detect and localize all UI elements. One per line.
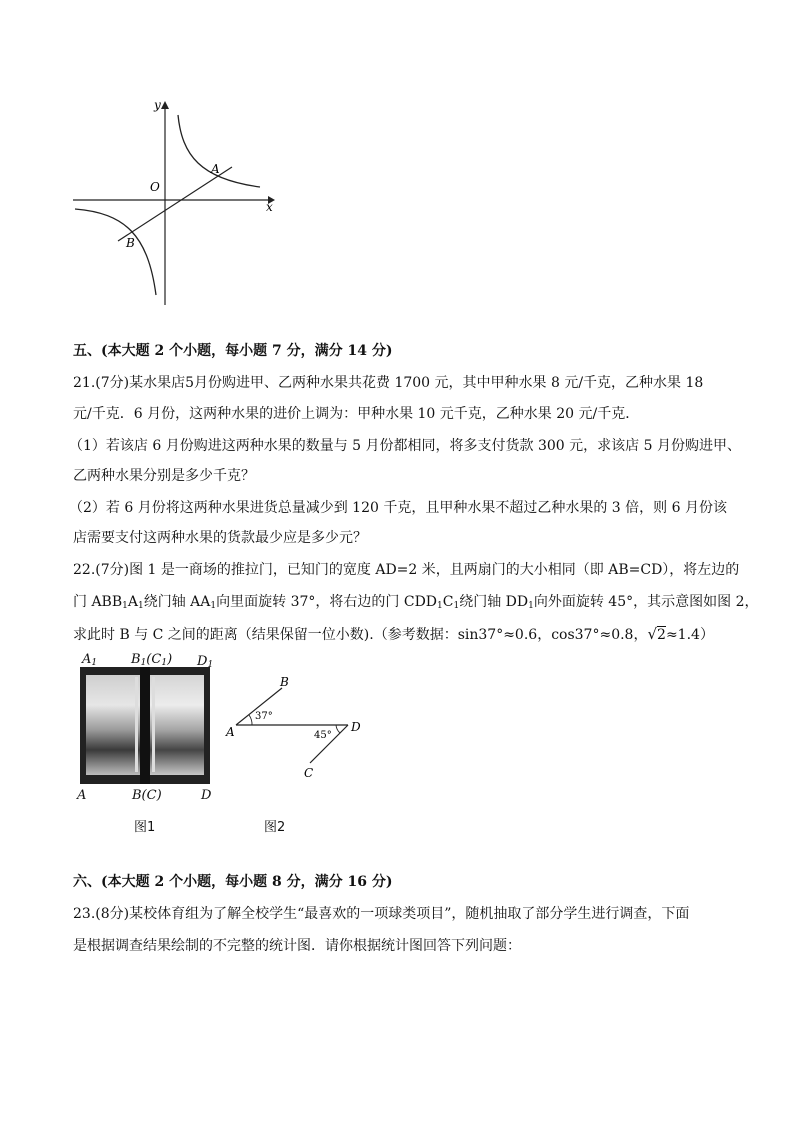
point-b-label: B bbox=[126, 236, 135, 250]
q23-line-1: 23.(8分)某校体育组为了解全校学生“最喜欢的一项球类项目”，随机抽取了部分学生进行调查，下面 bbox=[73, 906, 690, 922]
fig2-label-c: C bbox=[304, 766, 314, 780]
fig1-label-a1 bbox=[82, 652, 97, 668]
fig1-caption: 图1 bbox=[134, 820, 156, 835]
door-photo-center-frame bbox=[140, 667, 150, 784]
origin-label: O bbox=[150, 180, 160, 194]
section-5-heading: 五、(本大题 2 个小题，每小题 7 分，满分 14 分) bbox=[73, 343, 393, 359]
q22-text: 向外面旋转 45°，其示意图如图 2， bbox=[533, 594, 759, 610]
door-photo-handle bbox=[135, 677, 138, 772]
door-photo-handle bbox=[152, 677, 155, 772]
fig2-label-b: B bbox=[280, 675, 289, 689]
linear-function-line bbox=[118, 167, 232, 241]
q22-text: 求此时 B 与 C 之间的距离（结果保留一位小数).（参考数据：sin37°≈0.6，cos37°≈0.8， bbox=[73, 627, 648, 643]
angle-arc-45 bbox=[336, 725, 340, 733]
sqrt-radicand: 2 bbox=[657, 627, 666, 643]
sqrt-symbol: √ bbox=[647, 625, 658, 643]
q22-text: C bbox=[442, 594, 454, 610]
hyperbola-branch-upper bbox=[178, 115, 260, 187]
door-schematic bbox=[222, 670, 372, 785]
fig1-label-b1c1 bbox=[131, 652, 172, 668]
q22-line-2 bbox=[73, 592, 759, 616]
q21-part1-line-2: 乙两种水果分别是多少千克？ bbox=[73, 468, 255, 484]
q22-line-1: 22.(7分)图 1 是一商场的推拉门，已知门的宽度 AD=2 米，且两扇门的大小相同（即 AB=CD），将左边的 bbox=[73, 562, 740, 578]
fig1-label-d: D bbox=[201, 788, 212, 803]
fig1-label-bc: B(C) bbox=[132, 788, 162, 803]
section-6-heading: 六、(本大题 2 个小题，每小题 8 分，满分 16 分) bbox=[73, 874, 393, 890]
q22-text: 绕门轴 DD bbox=[459, 594, 529, 610]
fig1-subscript: 1 bbox=[140, 658, 147, 668]
q21-line-1: 21.(7分)某水果店5月份购进甲、乙两种水果共花费 1700 元，其中甲种水果 8 元/千克，乙种水果 18 bbox=[73, 375, 704, 391]
q22-subscript: 1 bbox=[528, 601, 534, 611]
fig1-label-b1-text: B bbox=[131, 652, 141, 667]
q22-subscript: 1 bbox=[210, 601, 217, 611]
fig2-angle-45-label: 45° bbox=[314, 730, 332, 741]
q21-line-2: 元/千克．6 月份，这两种水果的进价上调为：甲种水果 10 元千克，乙种水果 20 元/千克． bbox=[73, 406, 640, 422]
q22-subscript: 1 bbox=[138, 601, 144, 611]
q22-text: A bbox=[127, 594, 138, 610]
door-photo bbox=[80, 667, 210, 784]
point-a-label: A bbox=[211, 162, 220, 176]
fig1-subscript: 1 bbox=[161, 658, 168, 668]
fig2-label-a: A bbox=[226, 725, 235, 739]
door-photo-left-pane bbox=[86, 675, 140, 775]
fig1-label-d1-text: D bbox=[197, 654, 208, 669]
q21-part2-line-1: （2）若 6 月份将这两种水果进货总量减少到 120 千克，且甲种水果不超过乙种水果的 3 倍，则 6 月份该 bbox=[69, 500, 727, 516]
fig1-label-a: A bbox=[77, 788, 87, 803]
hyperbola-graph bbox=[70, 95, 280, 310]
q22-text: ≈1.4） bbox=[665, 627, 714, 643]
fig1-label-c1-text: (C bbox=[146, 652, 162, 667]
q22-text: 向里面旋转 37°，将右边的门 CDD bbox=[216, 594, 438, 610]
q22-subscript: 1 bbox=[453, 601, 460, 611]
fig2-label-d: D bbox=[351, 720, 361, 734]
q22-subscript: 1 bbox=[437, 601, 443, 611]
fig2-angle-37-label: 37° bbox=[255, 711, 273, 722]
fig1-label-a1-text: A bbox=[82, 652, 92, 667]
fig2-caption: 图2 bbox=[264, 820, 286, 835]
fig1-label-d1 bbox=[197, 654, 213, 670]
q21-part1-line-1: （1）若该店 6 月份购进这两种水果的数量与 5 月份都相同，将多支付货款 300 元，求该店 5 月份购进甲、 bbox=[69, 438, 741, 454]
y-axis-label: y bbox=[154, 98, 161, 112]
hyperbola-branch-lower bbox=[75, 209, 156, 295]
fig1-subscript: 1 bbox=[91, 658, 98, 668]
door-photo-right-pane bbox=[150, 675, 204, 775]
q22-line-3 bbox=[73, 624, 733, 645]
q22-text: 门 ABB bbox=[73, 594, 123, 610]
angle-arc-37 bbox=[249, 715, 252, 725]
fig1-paren-close: ) bbox=[167, 652, 173, 667]
y-axis-arrow bbox=[161, 101, 169, 109]
q22-text: 绕门轴 AA bbox=[143, 594, 211, 610]
x-axis-label: x bbox=[266, 200, 273, 214]
q23-line-2: 是根据调查结果绘制的不完整的统计图．请你根据统计图回答下列问题： bbox=[73, 938, 521, 954]
fig1-subscript: 1 bbox=[207, 660, 214, 670]
q21-part2-line-2: 店需要支付这两种水果的货款最少应是多少元？ bbox=[73, 530, 367, 546]
q22-subscript: 1 bbox=[122, 601, 128, 611]
